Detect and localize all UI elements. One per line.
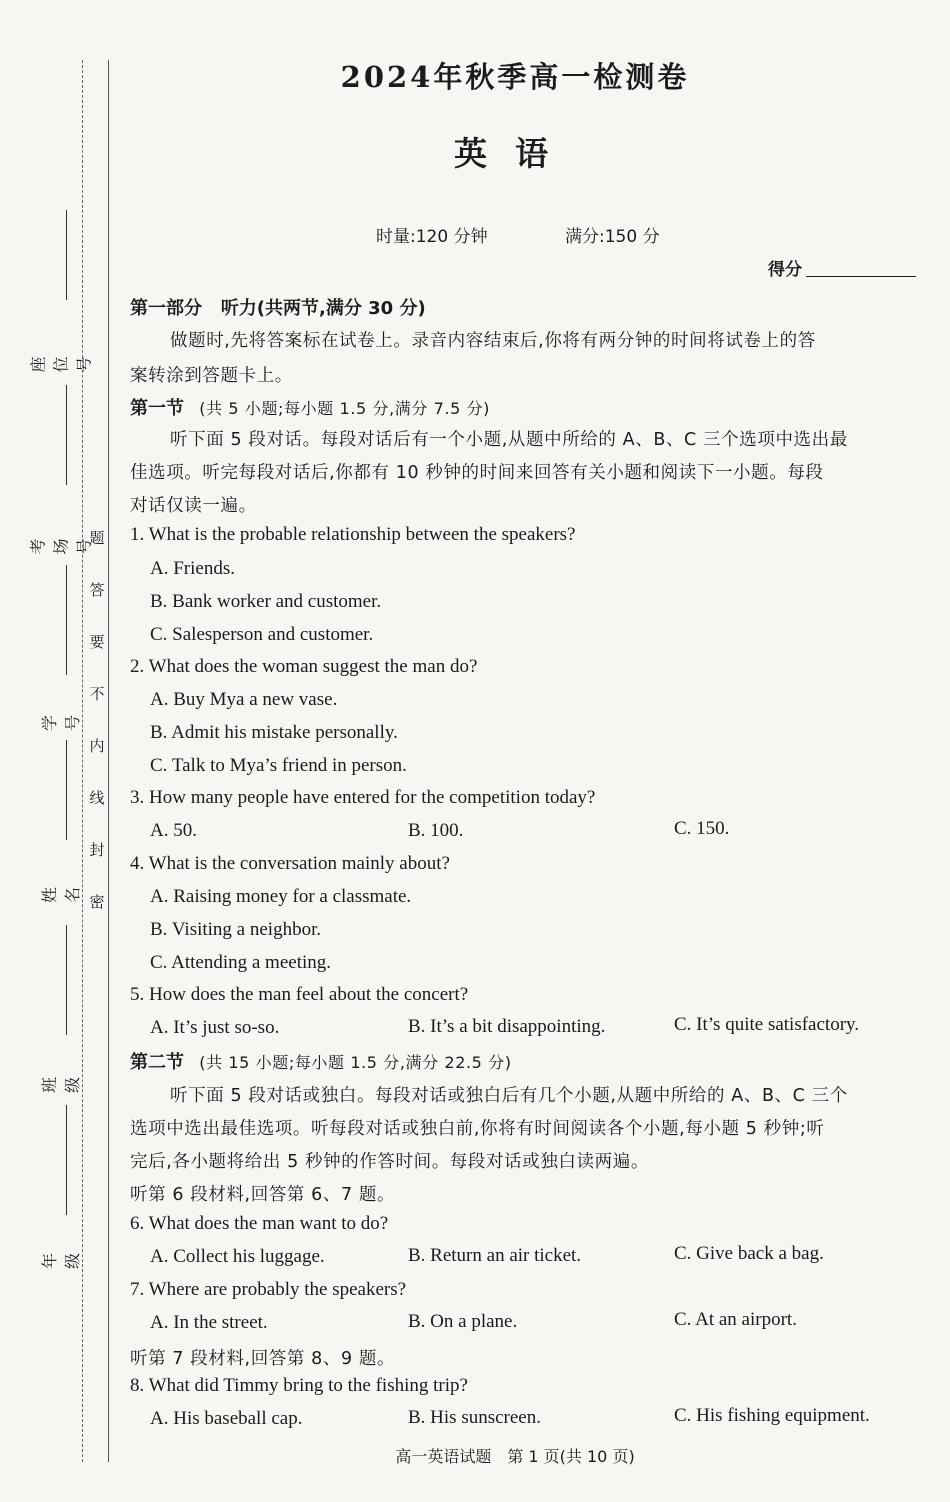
question-4: 4. What is the conversation mainly about? (130, 853, 450, 874)
q5-option-a: A. It’s just so-so. (150, 1017, 280, 1038)
q5-option-b: B. It’s a bit disappointing. (408, 1016, 606, 1037)
q7-option-a: A. In the street. (150, 1312, 268, 1333)
q2-option-a: A. Buy Mya a new vase. (150, 689, 338, 710)
student-no-write-line (66, 565, 67, 675)
question-7: 7. Where are probably the speakers? (130, 1279, 407, 1300)
q1-option-c: C. Salesperson and customer. (150, 624, 374, 645)
question-5: 5. How does the man feel about the concert? (130, 984, 469, 1005)
q4-option-b: B. Visiting a neighbor. (150, 919, 322, 940)
name-write-line (66, 740, 67, 840)
q7-option-b: B. On a plane. (408, 1311, 518, 1332)
q3-option-a: A. 50. (150, 820, 197, 841)
material-7-instruction: 听第 7 段材料,回答第 8、9 题。 (130, 1349, 396, 1369)
q8-option-a: A. His baseball cap. (150, 1408, 303, 1429)
part1-intro-line2: 案转涂到答题卡上。 (130, 366, 293, 386)
section2-intro-line3: 完后,各小题将给出 5 秒钟的作答时间。每段对话或独白读两遍。 (130, 1152, 649, 1172)
section1-intro-line1: 听下面 5 段对话。每段对话后有一个小题,从题中所给的 A、B、C 三个选项中选出最 (170, 430, 848, 450)
part1-intro-line1: 做题时,先将答案标在试卷上。录音内容结束后,你将有两分钟的时间将试卷上的答 (170, 331, 816, 351)
question-8: 8. What did Timmy bring to the fishing trip? (130, 1375, 468, 1396)
exam-room-label: 考场号 (28, 538, 94, 555)
question-6: 6. What does the man want to do? (130, 1213, 389, 1234)
q8-option-b: B. His sunscreen. (408, 1407, 541, 1428)
question-3: 3. How many people have entered for the competition today? (130, 787, 596, 808)
q6-option-a: A. Collect his luggage. (150, 1246, 325, 1267)
material-6-instruction: 听第 6 段材料,回答第 6、7 题。 (130, 1185, 396, 1205)
q6-option-b: B. Return an air ticket. (408, 1245, 582, 1266)
subject-title: 英语 (454, 134, 576, 173)
question-2: 2. What does the woman suggest the man do? (130, 656, 478, 677)
part1-heading: 第一部分 听力(共两节,满分 30 分) (130, 298, 426, 319)
margin-line (108, 60, 109, 1462)
q5-option-c: C. It’s quite satisfactory. (674, 1014, 860, 1035)
student-no-label: 学号 (40, 715, 82, 732)
class-label: 班级 (40, 1077, 82, 1094)
q2-option-c: C. Talk to Mya’s friend in person. (150, 755, 407, 776)
seat-write-line (66, 210, 67, 300)
q3-option-c: C. 150. (674, 818, 730, 839)
section1-heading: 第一节 (共 5 小题;每小题 1.5 分,满分 7.5 分) (130, 398, 491, 419)
q6-option-c: C. Give back a bag. (674, 1243, 824, 1264)
question-1: 1. What is the probable relationship between the speakers? (130, 524, 576, 545)
exam-title: 2024年秋季高一检测卷 (340, 60, 690, 94)
score-write-line (806, 276, 916, 277)
q8-option-c: C. His fishing equipment. (674, 1405, 870, 1426)
time-limit: 时量:120 分钟 (376, 227, 488, 247)
section1-intro-line3: 对话仅读一遍。 (130, 496, 257, 516)
full-score: 满分:150 分 (565, 227, 660, 247)
exam-room-write-line (66, 385, 67, 485)
q4-option-a: A. Raising money for a classmate. (150, 886, 412, 907)
q2-option-b: B. Admit his mistake personally. (150, 722, 398, 743)
section1-intro-line2: 佳选项。听完每段对话后,你都有 10 秒钟的时间来回答有关小题和阅读下一小题。每段 (130, 463, 824, 483)
grade-write-line (66, 1105, 67, 1215)
score-label: 得分 (768, 260, 802, 280)
q3-option-b: B. 100. (408, 820, 464, 841)
section2-intro-line2: 选项中选出最佳选项。听每段对话或独白前,你将有时间阅读各个小题,每小题 5 秒钟;听 (130, 1119, 825, 1139)
seal-notice: 题 答 要 不 内 线 封 密 (89, 529, 105, 911)
q1-option-a: A. Friends. (150, 558, 235, 579)
name-label: 姓名 (40, 887, 82, 904)
class-write-line (66, 925, 67, 1035)
q7-option-c: C. At an airport. (674, 1309, 797, 1330)
grade-label: 年级 (40, 1253, 82, 1270)
seat-label: 座位号 (28, 356, 94, 373)
q1-option-b: B. Bank worker and customer. (150, 591, 382, 612)
section2-heading: 第二节 (共 15 小题;每小题 1.5 分,满分 22.5 分) (130, 1052, 512, 1073)
page-footer: 高一英语试题 第 1 页(共 10 页) (395, 1447, 635, 1466)
section2-intro-line1: 听下面 5 段对话或独白。每段对话或独白后有几个小题,从题中所给的 A、B、C 三个 (170, 1086, 848, 1106)
q4-option-c: C. Attending a meeting. (150, 952, 332, 973)
